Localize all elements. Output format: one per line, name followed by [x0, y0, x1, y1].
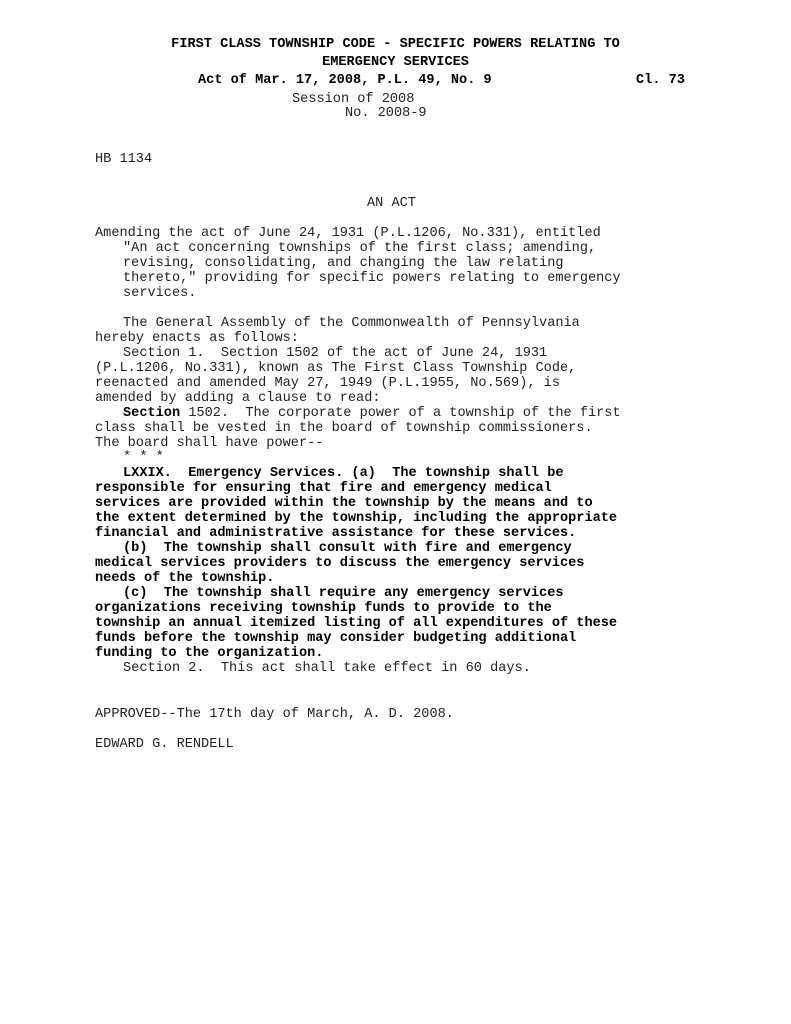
bill-number: HB 1134 — [95, 152, 153, 167]
amending-line: Amending the act of June 24, 1931 (P.L.1206, No.331), entitled — [95, 226, 601, 241]
clause-c-line: (c) The township shall require any emergency services — [123, 586, 564, 601]
clause-b-line: needs of the township. — [95, 571, 275, 586]
section1-line: amended by adding a clause to read: — [95, 391, 381, 406]
clause-b-line: medical services providers to discuss the emergency services — [95, 556, 585, 571]
amending-line: services. — [123, 286, 197, 301]
enacting-line: The General Assembly of the Commonwealth of Pennsylvania — [123, 316, 580, 331]
section-1502-line-3: The board shall have power-- — [95, 436, 324, 451]
title-line-2: EMERGENCY SERVICES — [322, 55, 469, 70]
clause-c-line: organizations receiving township funds to provide to the — [95, 601, 552, 616]
amending-line: revising, consolidating, and changing the law relating — [123, 256, 564, 271]
clause-a-line: LXXIX. Emergency Services. (a) The township shall be — [123, 466, 564, 481]
act-line: Act of Mar. 17, 2008, P.L. 49, No. 9 — [198, 73, 492, 88]
title-line-1: FIRST CLASS TOWNSHIP CODE - SPECIFIC POWERS RELATING TO — [171, 37, 620, 52]
section1-line: Section 1. Section 1502 of the act of June 24, 1931 — [123, 346, 548, 361]
amending-line: "An act concerning townships of the first class; amending, — [123, 241, 597, 256]
class-label: Cl. 73 — [636, 73, 685, 88]
section1-line: reenacted and amended May 27, 1949 (P.L.1955, No.569), is — [95, 376, 560, 391]
section1-line: (P.L.1206, No.331), known as The First Class Township Code, — [95, 361, 577, 376]
omission-stars: * * * — [123, 450, 164, 465]
signer-name: EDWARD G. RENDELL — [95, 737, 234, 752]
clause-a-line: responsible for ensuring that fire and emergency medical — [95, 481, 552, 496]
clause-c-line: township an annual itemized listing of all expenditures of these — [95, 616, 618, 631]
clause-a-line: services are provided within the township by the means and to — [95, 496, 593, 511]
clause-b-line: (b) The township shall consult with fire and emergency — [123, 541, 572, 556]
section-1502-text: 1502. The corporate power of a township of the first — [180, 406, 621, 421]
clause-c-line: funds before the township may consider budgeting additional — [95, 631, 577, 646]
section-1502-line-1 — [123, 406, 621, 421]
section-1502-label: Section — [123, 406, 181, 421]
clause-c-line: funding to the organization. — [95, 646, 324, 661]
enacting-line: hereby enacts as follows: — [95, 331, 299, 346]
approved-line: APPROVED--The 17th day of March, A. D. 2008. — [95, 707, 454, 722]
clause-a-line: the extent determined by the township, including the appropriate — [95, 511, 618, 526]
act-number: No. 2008-9 — [345, 106, 427, 121]
section-1502-line-2: class shall be vested in the board of township commissioners. — [95, 421, 593, 436]
amending-line: thereto," providing for specific powers relating to emergency — [123, 271, 621, 286]
act-heading: AN ACT — [367, 196, 416, 211]
section2-line: Section 2. This act shall take effect in 60 days. — [123, 661, 531, 676]
session-line: Session of 2008 — [292, 92, 415, 107]
clause-a-line: financial and administrative assistance for these services. — [95, 526, 577, 541]
